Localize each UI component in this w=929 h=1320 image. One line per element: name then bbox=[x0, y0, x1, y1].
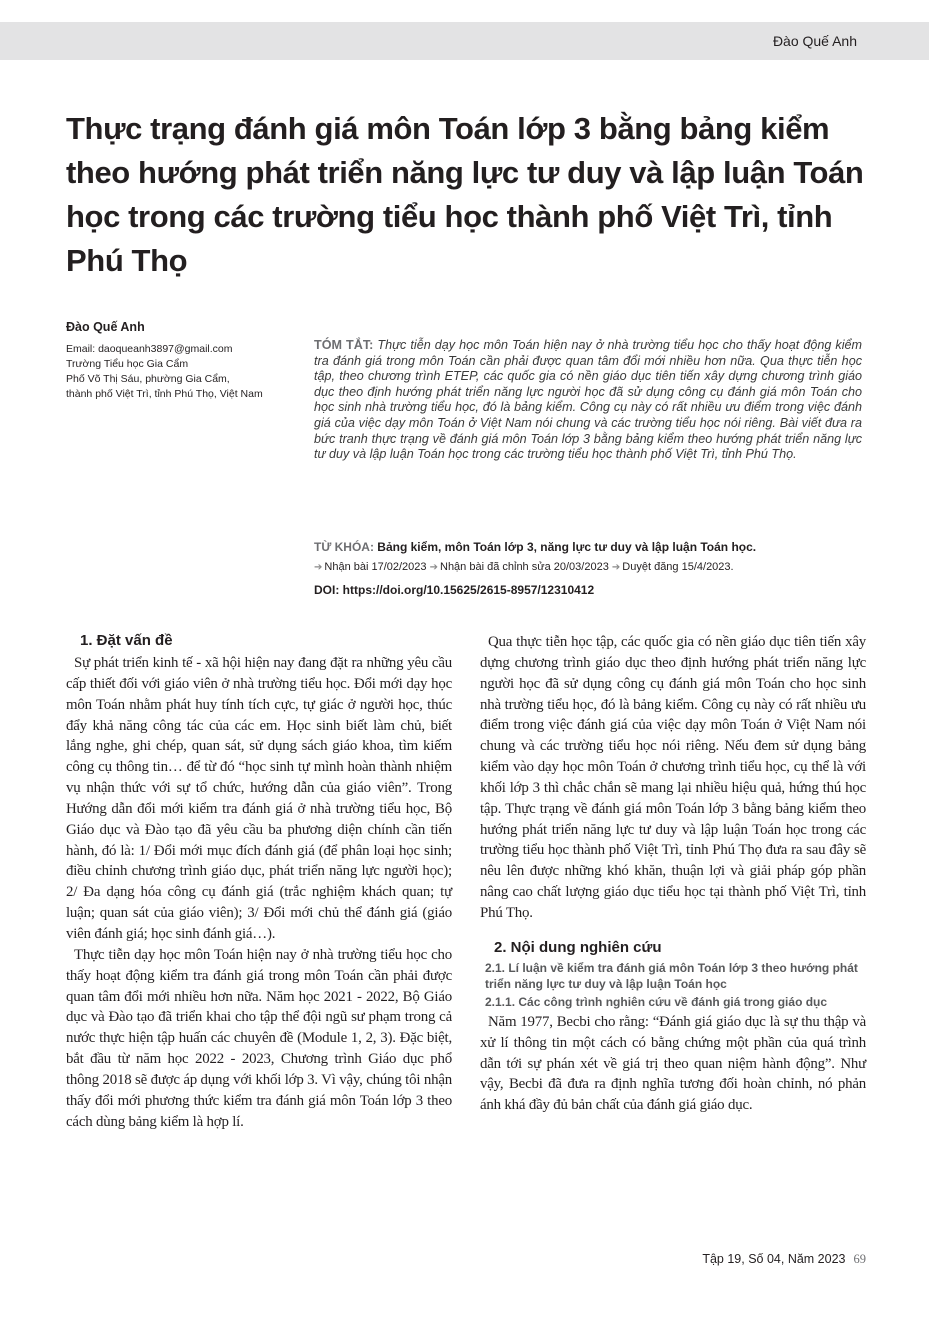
affiliation-line: thành phố Việt Trì, tỉnh Phú Thọ, Việt Nam bbox=[66, 388, 263, 400]
paragraph: Qua thực tiễn học tập, các quốc gia có nền giáo dục tiên tiến xây dựng chương trình giáo dục theo định hướng phát triển năng lực người học đã sử dụng công cụ đánh giá môn Toán cho học sinh nhà trường tiểu học, đó là bảng kiểm. Công cụ này có rất nhiều ưu điểm trong việc đánh giá của việc dạy môn Toán ở Việt Nam nói chung và các trường tiểu học nói riêng. Nếu đem sử dụng bảng kiểm vào dạy học môn Toán ở chương trình tiểu học, cụ thể là với khối lớp 3 thì chắc chắn sẽ mang lại nhiều hiệu quả, hứng thú học tập. Thực trạng về đánh giá môn Toán lớp 3 bằng bảng kiểm theo hướng phát triển năng lực tư duy và lập luận Toán học trong các trường tiểu học thành phố Việt Trì, tỉnh Phú Thọ đưa ra sau đây sẽ nêu lên được những khó khăn, thuận lợi và giải pháp góp phần nâng cao chất lượng giáo dục tiểu học tại thành phố Việt Trì, tỉnh Phú Thọ. bbox=[480, 634, 866, 921]
keywords bbox=[314, 540, 874, 554]
page-footer bbox=[702, 1252, 866, 1267]
author-name: Đào Quế Anh bbox=[66, 320, 145, 334]
article-dates bbox=[314, 561, 734, 573]
article-title: Thực trạng đánh giá môn Toán lớp 3 bằng bảng kiểm theo hướng phát triển năng lực tư duy và lập luận Toán học trong các trường tiểu học thành phố Việt Trì, tỉnh Phú Thọ bbox=[66, 111, 864, 278]
date-revised: Nhận bài đã chỉnh sửa 20/03/2023 bbox=[440, 561, 609, 573]
page-number: 69 bbox=[853, 1252, 866, 1266]
date-accepted: Duyệt đăng 15/4/2023. bbox=[622, 561, 734, 573]
author-affiliation bbox=[66, 342, 281, 402]
affiliation-line: Trường Tiểu học Gia Cẩm bbox=[66, 358, 189, 370]
paragraph: Sự phát triển kinh tế - xã hội hiện nay đang đặt ra những yêu cầu cấp thiết đối với giáo viên ở nhà trường tiểu học. Đổi mới dạy học môn Toán nhằm phát huy tính tích cực, tự giác ở người học, thúc đẩy khả năng công tác của các em. Học sinh biết làm chủ, biết lắng nghe, ghi chép, quan sát, sử dụng sách giáo khoa, tìm kiếm công cụ thông tin… để từ đó “học sinh tự mình hoàn thành nhiệm vụ nhận thức với sự tổ chức, hướng dẫn của giáo viên”. Trong Hướng dẫn đổi mới kiểm tra đánh giá ở nhà trường tiểu học, Bộ Giáo dục và Đào tạo đã yêu cầu ba phương diện chính cần tiến hành, đó là: 1/ Đổi mới mục đích đánh giá (để phân loại học sinh; điều chỉnh chương trình giáo dục, phát triển năng lực người học); 2/ Đa dạng hóa công cụ đánh giá (trắc nghiệm khách quan; tự luận; quan sát của giáo viên); 3/ Đổi mới chủ thể đánh giá (giáo viên đánh giá; học sinh đánh giá…). bbox=[66, 655, 452, 942]
abstract bbox=[314, 338, 862, 463]
author-email: Email: daoqueanh3897@gmail.com bbox=[66, 343, 233, 355]
subsubsection-heading: 2.1.1. Các công trình nghiên cứu về đánh giá trong giáo dục bbox=[485, 994, 828, 1009]
arrow-right-icon: ➔ bbox=[429, 562, 438, 573]
arrow-right-icon: ➔ bbox=[611, 562, 621, 573]
arrow-right-icon: ➔ bbox=[314, 562, 323, 573]
body-column-left bbox=[66, 631, 452, 1132]
abstract-text: Thực tiễn dạy học môn Toán hiện nay ở nhà trường tiểu học cho thấy hoạt động kiểm tra đánh giá trong môn Toán cần phải được quan tâm đổi mới nhiều hơn nữa. Qua thực tiễn học tập, theo chương trình ETEP, các quốc gia có nền giáo dục tiên tiến xây dựng chương trình giáo dục theo định hướng phát triển năng lực người học đã sử dụng công cụ đánh giá môn Toán cho học sinh nhà trường tiểu học, đó là bảng kiểm. Công cụ này có rất nhiều ưu điểm trong việc đánh giá của việc dạy môn Toán ở Việt Nam nói chung và các trường tiểu học nói riêng. Bài viết đưa ra bức tranh thực trạng về đánh giá môn Toán lớp 3 bằng bảng kiểm theo hướng phát triển năng lực tư duy và lập luận Toán học trong các trường tiểu học thành phố Việt Trì, tỉnh Phú Thọ. bbox=[314, 338, 863, 462]
affiliation-line: Phố Võ Thị Sáu, phường Gia Cẩm, bbox=[66, 373, 230, 385]
body-column-right bbox=[480, 632, 866, 1116]
paragraph: Năm 1977, Becbi cho rằng: “Đánh giá giáo dục là sự thu thập và xử lí thông tin một cách có bằng chứng một phần của quá trình dẫn tới sự phán xét về giá trị theo quan niệm hành động”. Như vậy, Becbi đã đưa ra định nghĩa tương đối hoàn chỉnh, nó phản ánh khá đầy đủ bản chất của đánh giá giáo dục. bbox=[480, 1013, 866, 1114]
subsection-heading: 2.1. Lí luận về kiểm tra đánh giá môn Toán lớp 3 theo hướng phát triển năng lực tư duy và lập luận Toán học bbox=[485, 960, 858, 991]
keywords-text: Bảng kiểm, môn Toán lớp 3, năng lực tư duy và lập luận Toán học. bbox=[377, 540, 757, 554]
abstract-label: TÓM TẮT: bbox=[314, 338, 374, 352]
journal-issue: Tập 19, Số 04, Năm 2023 bbox=[702, 1252, 846, 1266]
section-heading: 2. Nội dung nghiên cứu bbox=[494, 938, 662, 956]
paragraph: Thực tiễn dạy học môn Toán hiện nay ở nhà trường tiểu học cho thấy hoạt động kiểm tra đánh giá trong môn Toán cần phải được quan tâm đổi mới nhiều hơn nữa. Năm học 2021 - 2022, Bộ Giáo dục và Đào tạo đã triển khai cho tập thể đội ngũ sư phạm trong cả nước thực hiện tập huấn các chuyên đề (Module 1, 2, 3). Đặc biệt, bắt đầu từ năm học 2022 - 2023, Chương trình Giáo dục phổ thông 2018 sẽ được áp dụng với khối lớp 3. Vì vậy, chúng tôi nhận thấy đổi mới phương thức kiểm tra đánh giá môn Toán lớp 3 theo cách dùng bảng kiểm là hợp lí. bbox=[66, 946, 452, 1130]
doi-link[interactable]: DOI: https://doi.org/10.15625/2615-8957/12310412 bbox=[314, 583, 595, 597]
date-received: Nhận bài 17/02/2023 bbox=[324, 561, 427, 573]
keywords-label: TỪ KHÓA: bbox=[314, 540, 374, 554]
section-heading: 1. Đặt vấn đề bbox=[80, 632, 173, 649]
running-header-author: Đào Quế Anh bbox=[772, 33, 857, 49]
